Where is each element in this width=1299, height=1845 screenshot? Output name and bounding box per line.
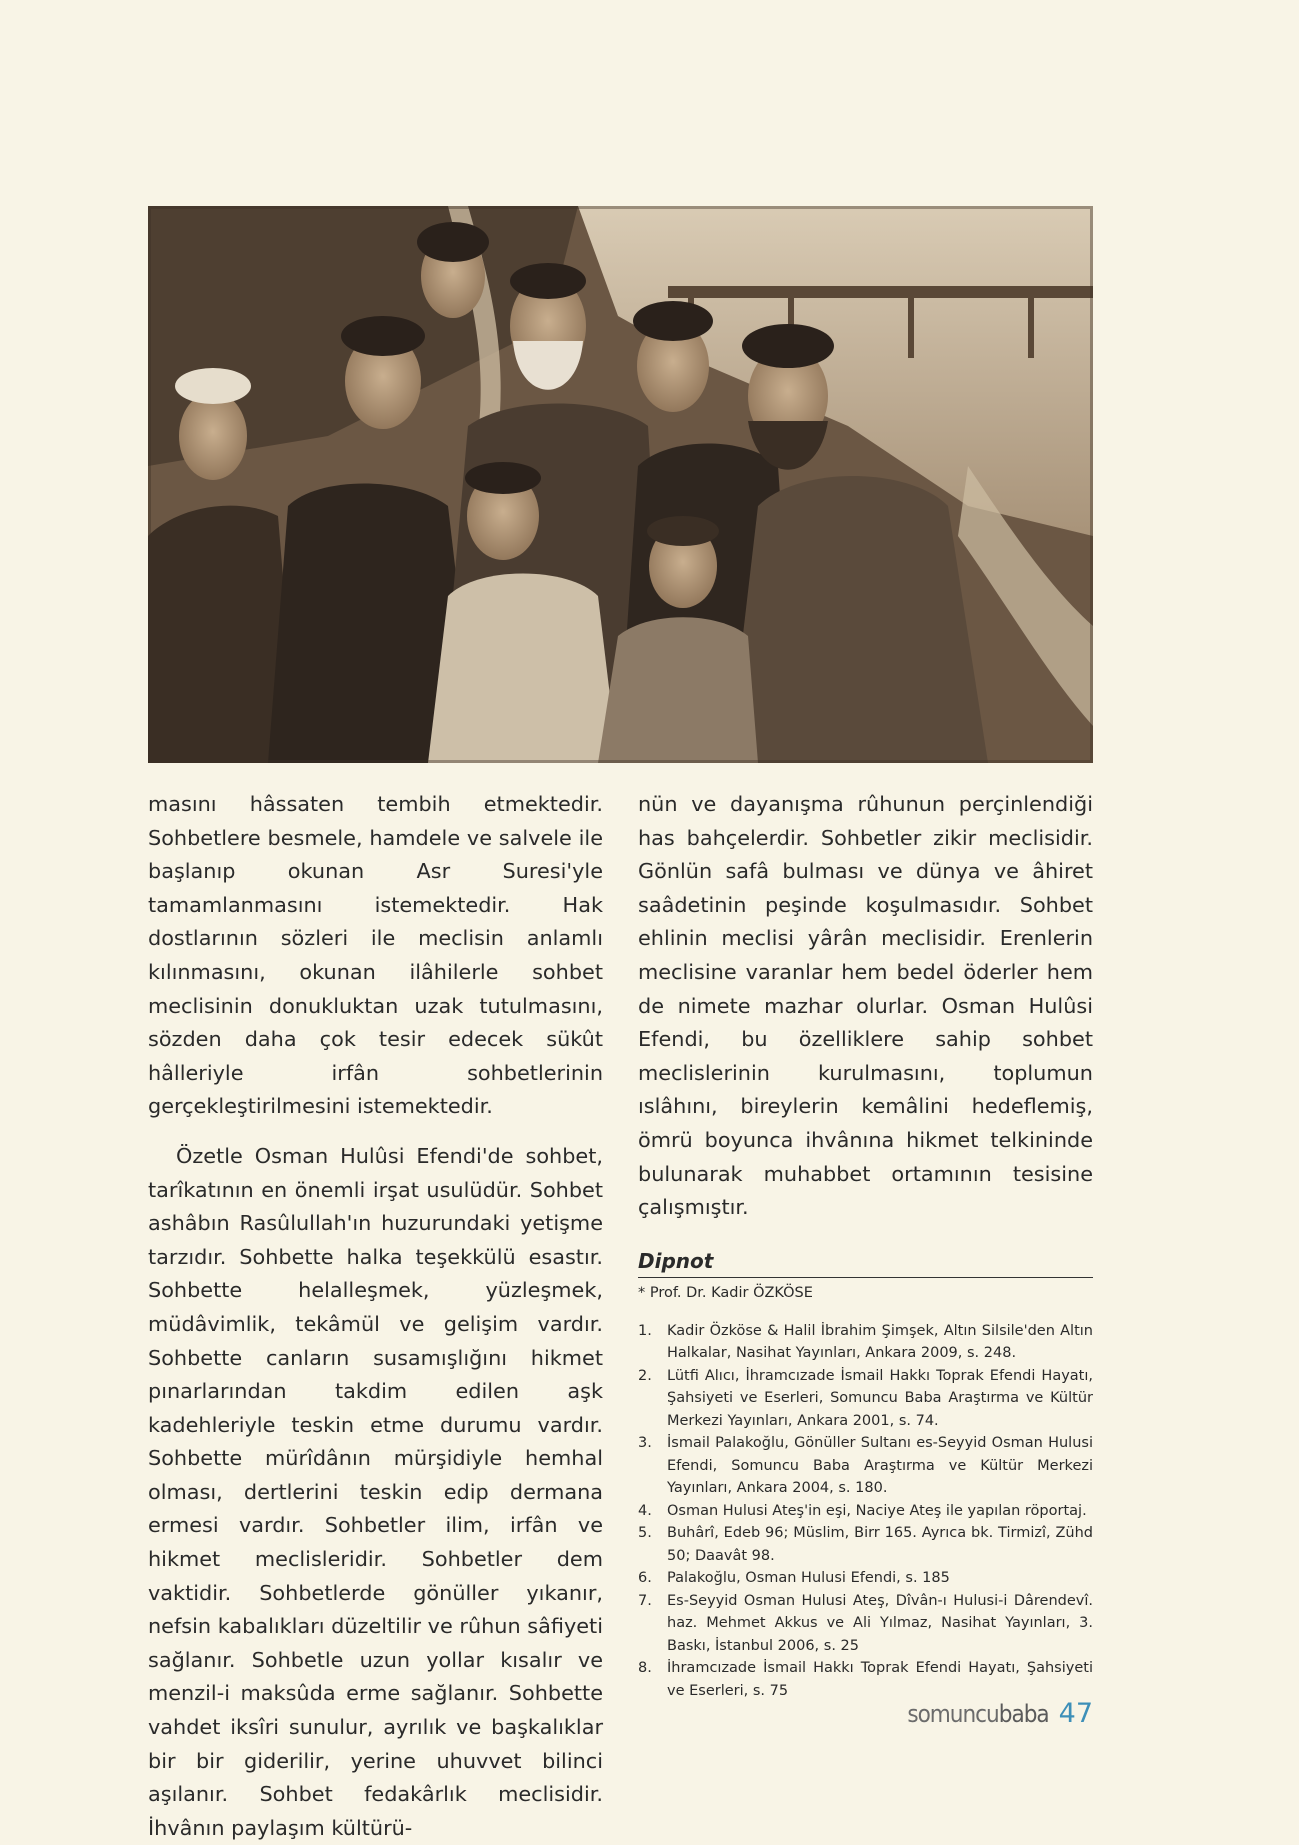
footnote-item bbox=[638, 1590, 1093, 1658]
page-footer bbox=[907, 1698, 1093, 1729]
footnote-number: 2. bbox=[638, 1367, 652, 1384]
footnote-number: 8. bbox=[638, 1660, 652, 1677]
footnote-number: 1. bbox=[638, 1322, 652, 1339]
footnote-text: Es-Seyyid Osman Hulusi Ateş, Dîvân-ı Hulusi-i Dârendevî. haz. Mehmet Akkus ve Ali Yılmaz, Nasihat Yayınları, 3. Baskı, İstanbul 2006, s. 25 bbox=[667, 1592, 1093, 1654]
footnote-text: Buhârî, Edeb 96; Müslim, Birr 165. Ayrıca bk. Tirmizî, Zühd 50; Daavât 98. bbox=[667, 1525, 1093, 1564]
footnote-number: 5. bbox=[638, 1525, 652, 1542]
group-photo bbox=[148, 206, 1093, 763]
footnote-number: 7. bbox=[638, 1592, 652, 1609]
footnote-text: Kadir Özköse & Halil İbrahim Şimşek, Altın Silsile'den Altın Halkalar, Nasihat Yayınları, Ankara 2009, s. 248. bbox=[667, 1322, 1093, 1362]
footnote-list bbox=[638, 1320, 1093, 1703]
footnote-item bbox=[638, 1567, 1093, 1590]
logo-text-somuncu: somuncu bbox=[907, 1700, 999, 1728]
footnote-number: 6. bbox=[638, 1570, 652, 1587]
logo-text-baba: baba bbox=[998, 1700, 1049, 1728]
right-paragraph-1: nün ve dayanışma rûhunun perçinlendiği has bahçelerdir. Sohbetler zikir meclisidir. Gönlün safâ bulması ve dünya ve âhiret saâdetinin peşinde koşulmasıdır. Sohbet ehlinin meclisi yârân meclisidir. Erenlerin meclisine varanlar hem bedel öderler hem de nimete mazhar olurlar. Osman Hulûsi Efendi, bu özelliklere sahip sohbet meclislerinin kurulmasını, toplumun ıslâhını, bireylerin kemâlini hedeflemiş, ömrü boyunca ihvânına hikmet telkininde bulunarak muhabbet ortamının tesisine çalışmıştır. bbox=[638, 792, 1093, 1220]
footnote-item bbox=[638, 1522, 1093, 1567]
footnote-number: 4. bbox=[638, 1502, 652, 1519]
page-number: 47 bbox=[1058, 1698, 1093, 1729]
author-note: * Prof. Dr. Kadir ÖZKÖSE bbox=[638, 1284, 813, 1301]
footnote-item bbox=[638, 1320, 1093, 1365]
footnote-item bbox=[638, 1500, 1093, 1523]
footnote-text: İsmail Palakoğlu, Gönüller Sultanı es-Seyyid Osman Hulusi Efendi, Somuncu Baba Araştırma ve Kültür Merkezi Yayınları, Ankara 2004, s. 180. bbox=[667, 1435, 1093, 1497]
left-paragraph-2: Özetle Osman Hulûsi Efendi'de sohbet, tarîkatının en önemli irşat usulüdür. Sohbet ashâbın Rasûlullah'ın huzurundaki yetişme tarzıdır. Sohbette halka teşekkülü esastır. Sohbette helalleşmek, yüzleşmek, müdâvimlik, tekâmül ve gelişim vardır. Sohbette canların susamışlığını hikmet pınarlarından takdim edilen aşk kadehleriyle teskin etme durumu vardır. Sohbette mürîdânın mürşidiyle hemhal olması, dertlerini teskin edip dermana ermesi vardır. Sohbetler ilim, irfân ve hikmet meclisleridir. Sohbetler dem vaktidir. Sohbetlerde gönüller yıkanır, nefsin kabalıkları düzeltilir ve rûhun sâfiyeti sağlanır. Sohbetle uzun yollar kısalır ve menzil-i maksûda erme sağlanır. Sohbette vahdet iksîri sunulur, ayrılık ve başkalıklar bir bir giderilir, yerine uhuvvet bilinci aşılanır. Sohbet fedakârlık meclisidir. İhvânın paylaşım kültürü- bbox=[148, 1143, 603, 1840]
footnote-text: Palakoğlu, Osman Hulusi Efendi, s. 185 bbox=[667, 1570, 950, 1587]
right-column bbox=[638, 788, 1093, 1702]
footnote-item bbox=[638, 1365, 1093, 1433]
footnote-text: Lütfi Alıcı, İhramcızade İsmail Hakkı Toprak Efendi Hayatı, Şahsiyeti ve Eserleri, Somuncu Baba Araştırma ve Kültür Merkezi Yayınları, Ankara 2001, s. 74. bbox=[667, 1367, 1093, 1429]
footnote-text: İhramcızade İsmail Hakkı Toprak Efendi Hayatı, Şahsiyeti ve Eserleri, s. 75 bbox=[667, 1660, 1093, 1699]
left-paragraph-1: masını hâssaten tembih etmektedir. Sohbetlere besmele, hamdele ve salvele ile başlanıp okunan Asr Suresi'yle tamamlanmasını istemektedir. Hak dostlarının sözleri ile meclisin anlamlı kılınmasını, okunan ilâhilerle sohbet meclisinin donukluktan uzak tutulmasını, sözden daha çok tesir edecek sükût hâlleriyle irfân sohbetlerinin gerçekleştirilmesini istemektedir. bbox=[148, 792, 603, 1119]
footnote-number: 3. bbox=[638, 1435, 652, 1452]
footnotes-heading: Dipnot bbox=[638, 1247, 1093, 1278]
footnote-item bbox=[638, 1432, 1093, 1500]
left-column bbox=[148, 788, 603, 1845]
photo-illustration bbox=[148, 206, 1093, 763]
magazine-logo bbox=[907, 1700, 1048, 1728]
footnote-text: Osman Hulusi Ateş'in eşi, Naciye Ateş ile yapılan röportaj. bbox=[667, 1502, 1087, 1519]
footnote-item bbox=[638, 1657, 1093, 1702]
